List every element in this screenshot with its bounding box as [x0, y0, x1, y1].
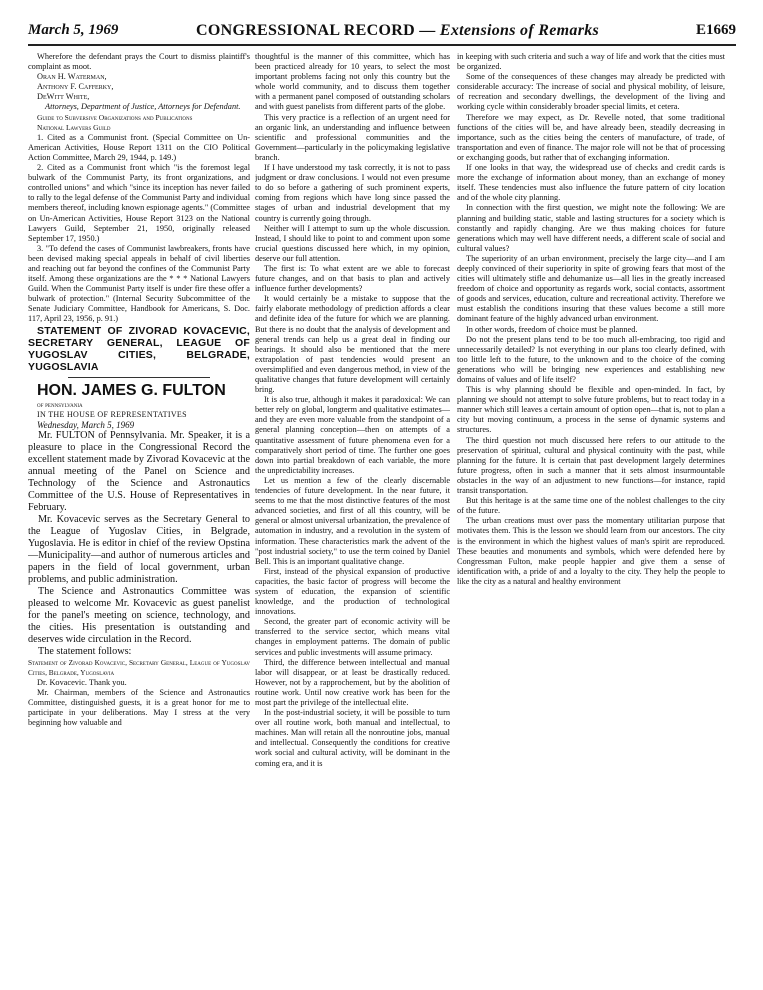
representative-name: HON. JAMES G. FULTON	[37, 381, 226, 399]
paragraph: Dr. Kovacevic. Thank you.	[37, 678, 127, 687]
statement-caption: Statement of Zivorad Kovacevic, Secretary General, League of Yugoslav Cities, Belgrade, Yugoslavia	[28, 657, 250, 677]
header-page-number: E1669	[695, 22, 736, 38]
paragraph: First, instead of the physical expansion of productive capacities, the basic factor of progress will become the system of education, the expansion of scientific knowledge, and the production of technological innovations.	[255, 566, 450, 617]
representative-state: of pennsylvania	[37, 400, 83, 409]
paragraph: Therefore we may expect, as Dr. Revelle noted, that some traditional functions of the cities will be, and have already been, steadily decreasing in importance, such as the cities being the centers of manufacture, of trade, of transportation and even of finance. The major role will not be that of processing or exchanging goods, but rather that of exchanging information.	[457, 112, 725, 162]
page-header	[28, 20, 736, 46]
paragraph: This is why planning should be flexible and open-minded. In fact, by planning we should not attempt to solve future problems, but to react today in a manner which still leaves a certain amount of option open—that is, not to plan a city but moving continuum, a process in the sense of dynamic systems and structures.	[457, 385, 725, 435]
paragraph: The urban creations must over pass the momentary utilitarian purpose that motivates them. This is the lesson we should learn from our ancestors. The city is the environment in which the highest values of man's spirit are reproduced. These beauties and monuments and symbols, which were defended here by Congressman Fulton, make people happier and give them a sense of identification with, a pride of and a loyalty to the city. They help the people to like the city as a natural and healthy environment	[457, 516, 725, 586]
paragraph: In other words, freedom of choice must be planned.	[466, 324, 638, 334]
header-date: March 5, 1969	[28, 22, 119, 38]
header-section: Extensions of Remarks	[439, 22, 600, 39]
paragraph: The third question not much discussed here refers to our attitude to the preservation of spiritual, cultural and physical continuity with the past, while planning for the future. It is certain that past development largely determines future progress, often in such a manner that it sets almost insurmountable obstacles in the way of an adjustment to new functions—for instance, rapid transit transportation.	[457, 435, 725, 496]
header-title	[196, 22, 599, 40]
statement-date: Wednesday, March 5, 1969	[37, 419, 135, 430]
paragraph: Mr. Kovacevic serves as the Secretary General to the League of Yugoslav Cities, in Belgrade, Yugoslavia. He is editor in chief of the review Opstina—Municipality—and author of numerous articles and papers in the field of local government, urban problems, and public administration.	[28, 513, 250, 585]
list-item: 3. "To defend the cases of Communist lawbreakers, fronts have been devised making special appeals in behalf of civil liberties and reaching out far beyond the confines of the Communist Party itself. Among these organizations are the * * * National Lawyers Guild. When the Communist Party itself is under fire these offer a bulwark of protection." (Internal Security Subcommittee of the Senate Judiciary Committee, Handbook for Americans, S. Doc. 117, April 23, 1956, p. 91.)	[28, 243, 250, 324]
paragraph: Mr. Chairman, members of the Science and Astronautics Committee, distinguished guests, it is a great honor for me to participate in your deliberations. May I stress at the very beginning how valuable and	[28, 688, 250, 728]
paragraph: Do not the present plans tend to be too much all-embracing, too rigid and unnecessarily detailed? Is not everything in our plans too clearly defined, with too little left to the future, to the unknown and to the choice of the coming generations who will be bringing new experiences and establishing new domains of values and of life itself?	[457, 334, 725, 384]
guide-heading: Guide to Subversive Organizations and Publications	[37, 112, 193, 122]
paragraph: It would certainly be a mistake to suppose that the fairly elaborate methodology of prediction affords a clear and definite idea of the future for which we are planning. But there is no doubt that the analysis of development and general trends can help us a great deal in finding our bearings. It should also be mentioned that the mere extrapolation of past tendencies would present an oversimplified and even dangerous method, in view of the qualitative changes that future development will certainly bring.	[255, 294, 450, 395]
paragraph: Some of the consequences of these changes may already be predicted with considerable accuracy: The increase of social and physical mobility, of leisure, of recreation and secondary dwellings, the development of the living and working cycle within considerably broader special limits, et cetera.	[457, 72, 725, 112]
divider	[68, 377, 210, 378]
paragraph: Second, the greater part of economic activity will be transferred to the service sector, which means vital changes in employment patterns. The domain of public services and public investments will assume primacy.	[255, 617, 450, 657]
column-3	[457, 52, 725, 982]
paragraph: Let us mention a few of the clearly discernable tendencies of future development. In the near future, it seems to me that the most distinctive features of the most advanced societies, and first of all this country, will be general or almost universal urbanization, the prevalence of automation in industry, and a revolution in the system of information. These characteristics mark the advent of the "post industrial society," to use the term coined by Daniel Bell. This is an important qualitative change.	[255, 475, 450, 566]
paragraph: The Science and Astronautics Committee was pleased to welcome Mr. Kovacevic as guest panelist for the panel's meeting on science, technology, and the cities. His presentation is outstanding and deserves wide circulation in the Record.	[28, 585, 250, 645]
paragraph: But this heritage is at the same time one of the noblest challenges to the city of the future.	[457, 496, 725, 516]
large-print-block	[28, 430, 250, 658]
paragraph: Neither will I attempt to sum up the whole discussion. Instead, I should like to point to and comment upon some crucial questions discussed here which, in my opinion, deserve our full attention.	[255, 223, 450, 263]
signature-line: Anthony F. Cafferky,	[37, 82, 114, 92]
column-2	[255, 52, 450, 982]
paragraph: The superiority of an urban environment, precisely the large city—and I am deeply convinced of their superiority in spite of growing fears that most of the cities will ultimately stifle and dehumanize us—all lies in the greatly increased freedom of choice and opportunity as regards work, social contacts, assortment of goods and services, education, culture and recreational activity. Therefore we must establish the conditions insuring that these values become a still more dominant feature of the highly advanced urban environment.	[457, 253, 725, 324]
signature-line: Oran H. Waterman,	[37, 72, 107, 82]
column-1	[28, 52, 250, 982]
paragraph: It is also true, although it makes it paradoxical: We can better rely on global, longterm and qualitative estimates—and they are even more valuable from the standpoint of a general planning conception—then on attempts of a quantitative assessment of future phenomena even for a comparatively short period of time. The further one goes down into partial breakdown of each variable, the more the unpredictability increases.	[255, 395, 450, 475]
signature-line: DeWitt White,	[37, 92, 90, 102]
list-item: 1. Cited as a Communist front. (Special Committee on Un-American Activities, House Report 1311 on the CIO Political Action Committee, March 29, 1944, p. 149.)	[28, 132, 250, 162]
paragraph: Third, the difference between intellectual and manual labor will disappear, or at least be drastically reduced. However, not by a rapprochement, but by the abolition of routine work. Until now creative work has been for the most part the privilege of the intellectual elite.	[255, 657, 450, 707]
signature-title: Attorneys, Department of Justice, Attorneys for Defendant.	[45, 102, 241, 112]
paragraph: This very practice is a reflection of an urgent need for an organic link, an understanding and influence between scientific and professional communities and the Government—particularly in the policymaking legislative branch.	[255, 112, 450, 162]
header-title-text: CONGRESSIONAL RECORD —	[196, 22, 436, 39]
paragraph: If one looks in that way, the widespread use of checks and credit cards is more the exchange of information about money, than an exchange of money itself. These tendencies must also influence the future pattern of city location and of the whole city planning.	[457, 163, 725, 203]
guide-subheading: National Lawyers Guild	[37, 122, 111, 132]
paragraph: In the post-industrial society, it will be possible to turn over all routine work, both manual and intellectual, to machines. Man will retain all the nonroutine jobs, manual and intellectual. Consequently the conditions for creative work social and cultural activity, will be dominant in the coming era, and it is	[255, 708, 450, 768]
paragraph: In connection with the first question, we might note the following: We are planning and building static, stable and lasting structures for a society which is constantly and rapidly changing. Are we thus making choices for future generations which may well have different needs, a different scale of social and cultural values?	[457, 203, 725, 253]
list-item: 2. Cited as a Communist front which "is the foremost legal bulwark of the Communist Party, its front organizations, and controlled unions" and which "since its inception has never failed to rally to the legal defense of the Communist Party and individual members thereof, including known espionage agents." (Committee on Un-American Activities, House Report 3123 on the National Lawyers Guild, September 21, 1950, originally released September 17, 1950.)	[28, 163, 250, 243]
paragraph: in keeping with such criteria and such a way of life and work that the cities must be organized.	[457, 52, 725, 72]
paragraph: If I have understood my task correctly, it is not to pass judgment or draw conclusions. I would not even presume to do so before a gathering of such prominent experts, coming from regions which have long since passed the stages of urban and industrial development that my country is currently going through.	[255, 163, 450, 223]
statement-heading: STATEMENT OF ZIVORAD KOVACEVIC, SECRETARY GENERAL, LEAGUE OF YUGOSLAV CITIES, BELGRADE, YUGOSLAVIA	[28, 324, 250, 373]
paragraph: Mr. FULTON of Pennsylvania. Mr. Speaker, it is a pleasure to place in the Congressional Record the excellent statement made by Zivorad Kovacevic at the annual meeting of the Panel on Science and Technology of the Science and Astronautics Committee of the U.S. House of Representatives in February.	[28, 429, 250, 513]
paragraph: The statement follows:	[38, 645, 132, 657]
paragraph: The first is: To what extent are we able to forecast future changes, and on that basis to plan and actively influence further developments?	[255, 263, 450, 294]
chamber-line: IN THE HOUSE OF REPRESENTATIVES	[37, 409, 187, 419]
paragraph: thoughtful is the manner of this committee, which has been practiced already for 10 years, to select the most important problems facing not only this country but the whole world community, and to discuss them together with a permanent panel composed of outstanding scholars and with guest panelists from different parts of the globe.	[255, 52, 450, 112]
paragraph: Wherefore the defendant prays the Court to dismiss plaintiff's complaint as moot.	[28, 52, 250, 72]
